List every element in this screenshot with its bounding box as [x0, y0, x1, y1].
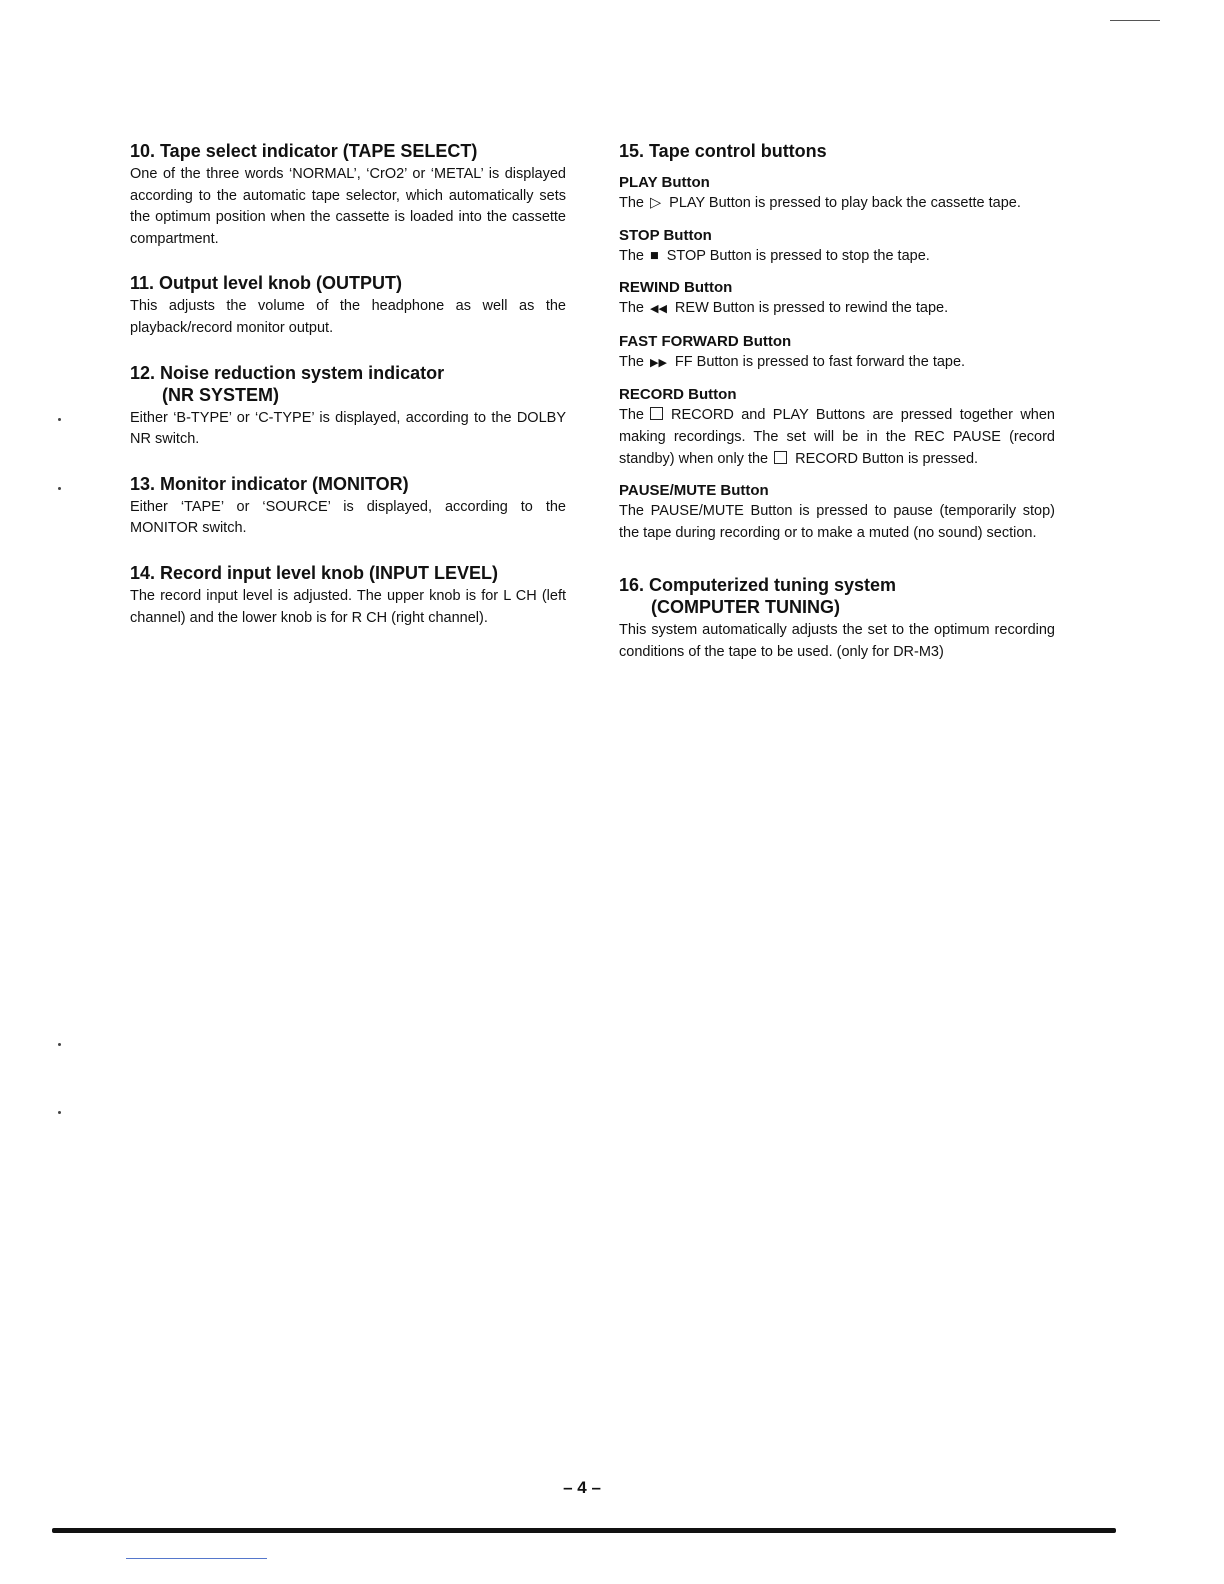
section-14	[130, 562, 566, 629]
record-button-entry	[619, 384, 1055, 470]
page-speck	[58, 487, 61, 490]
body-text-pre: The	[619, 353, 644, 370]
sub-title: FAST FORWARD Button	[619, 332, 792, 350]
record-square-icon	[650, 407, 663, 420]
section-title: 13. Monitor indicator (MONITOR)	[130, 473, 409, 494]
section-body: One of the three words ‘NORMAL’, ‘CrO2’ or ‘METAL’ is displayed according to the automatic tape selector, which automatically sets the optimum position when the cassette is loaded into the cassette compartment.	[130, 166, 566, 247]
page-speck	[58, 1111, 61, 1114]
sub-title: PAUSE/MUTE Button	[619, 482, 769, 500]
sub-title: REWIND Button	[619, 279, 733, 297]
body-text-post: RECORD Button is pressed.	[795, 450, 979, 467]
section-title	[619, 574, 1055, 618]
section-title-line1: 12. Noise reduction system indicator	[130, 362, 445, 383]
page-speck	[58, 418, 61, 421]
section-title-line1: 16. Computerized tuning system	[619, 575, 897, 596]
fast-forward-icon: ▶▶	[650, 356, 667, 369]
page-number: – 4 –	[563, 1478, 601, 1497]
sub-title: STOP Button	[619, 226, 712, 244]
body-text-post: PLAY Button is pressed to play back the cassette tape.	[669, 195, 1021, 211]
sub-title: PLAY Button	[619, 174, 710, 191]
pause-mute-button-entry	[619, 480, 1055, 544]
sub-body: The PAUSE/MUTE Button is pressed to pause (temporarily stop) the tape during recording or to make a muted (no sound) section.	[619, 503, 1055, 541]
section-body: Either ‘B-TYPE’ or ‘C-TYPE’ is displayed, according to the DOLBY NR switch.	[130, 409, 566, 448]
rewind-button-entry	[619, 277, 1055, 321]
section-body: This adjusts the volume of the headphone as well as the playback/record monitor output.	[130, 298, 566, 336]
sub-body	[619, 352, 1055, 375]
body-text-pre: The	[619, 247, 644, 264]
left-column	[130, 140, 566, 651]
sub-body	[619, 193, 1055, 215]
sub-body	[619, 298, 1055, 321]
section-body: The record input level is adjusted. The upper knob is for L CH (left channel) and the lower knob is for R CH (right channel).	[130, 587, 566, 626]
bottom-rule	[52, 1528, 1116, 1533]
section-10	[130, 140, 566, 250]
body-text-post: FF Button is pressed to fast forward the tape.	[674, 353, 966, 370]
section-12	[130, 362, 566, 451]
section-title-line2: (COMPUTER TUNING)	[651, 597, 840, 618]
section-title	[130, 362, 566, 406]
top-edge-rule	[1110, 20, 1160, 21]
section-title: 10. Tape select indicator (TAPE SELECT)	[130, 141, 478, 161]
body-text-post: REW Button is pressed to rewind the tape.	[674, 300, 949, 317]
sub-body	[619, 405, 1055, 470]
play-icon: ▷	[650, 195, 662, 211]
section-11	[130, 272, 566, 339]
scan-edge-line	[126, 1558, 267, 1559]
stop-icon: ■	[650, 247, 659, 264]
rewind-icon: ◀◀	[650, 303, 667, 316]
body-text-pre: The	[619, 300, 644, 317]
sub-title: RECORD Button	[619, 386, 737, 404]
body-text-pre: The	[619, 195, 644, 211]
section-title-line2: (NR SYSTEM)	[162, 384, 279, 405]
right-column	[619, 140, 1055, 686]
body-text-pre: The	[619, 407, 644, 424]
section-title: 11. Output level knob (OUTPUT)	[130, 273, 403, 294]
section-16	[619, 574, 1055, 663]
section-13	[130, 473, 566, 540]
fast-forward-button-entry	[619, 331, 1055, 375]
record-square-icon	[774, 451, 787, 464]
section-body: Either ‘TAPE’ or ‘SOURCE’ is displayed, according to the MONITOR switch.	[130, 498, 566, 537]
section-body: This system automatically adjusts the set to the optimum recording conditions of the tape to be used. (only for DR-M3)	[619, 622, 1055, 660]
play-button-entry	[619, 172, 1055, 215]
page-speck	[58, 1043, 61, 1046]
sub-body	[619, 246, 1055, 268]
body-text-post: STOP Button is pressed to stop the tape.	[666, 247, 930, 264]
stop-button-entry	[619, 225, 1055, 268]
section-title: 14. Record input level knob (INPUT LEVEL)	[130, 562, 499, 583]
section-15	[619, 140, 1055, 544]
body-text-mid: RECORD and PLAY Buttons are pressed together when making recordings. The set will be in the REC PAUSE (record standby) when only the	[619, 407, 1055, 467]
section-title: 15. Tape control buttons	[619, 141, 827, 161]
